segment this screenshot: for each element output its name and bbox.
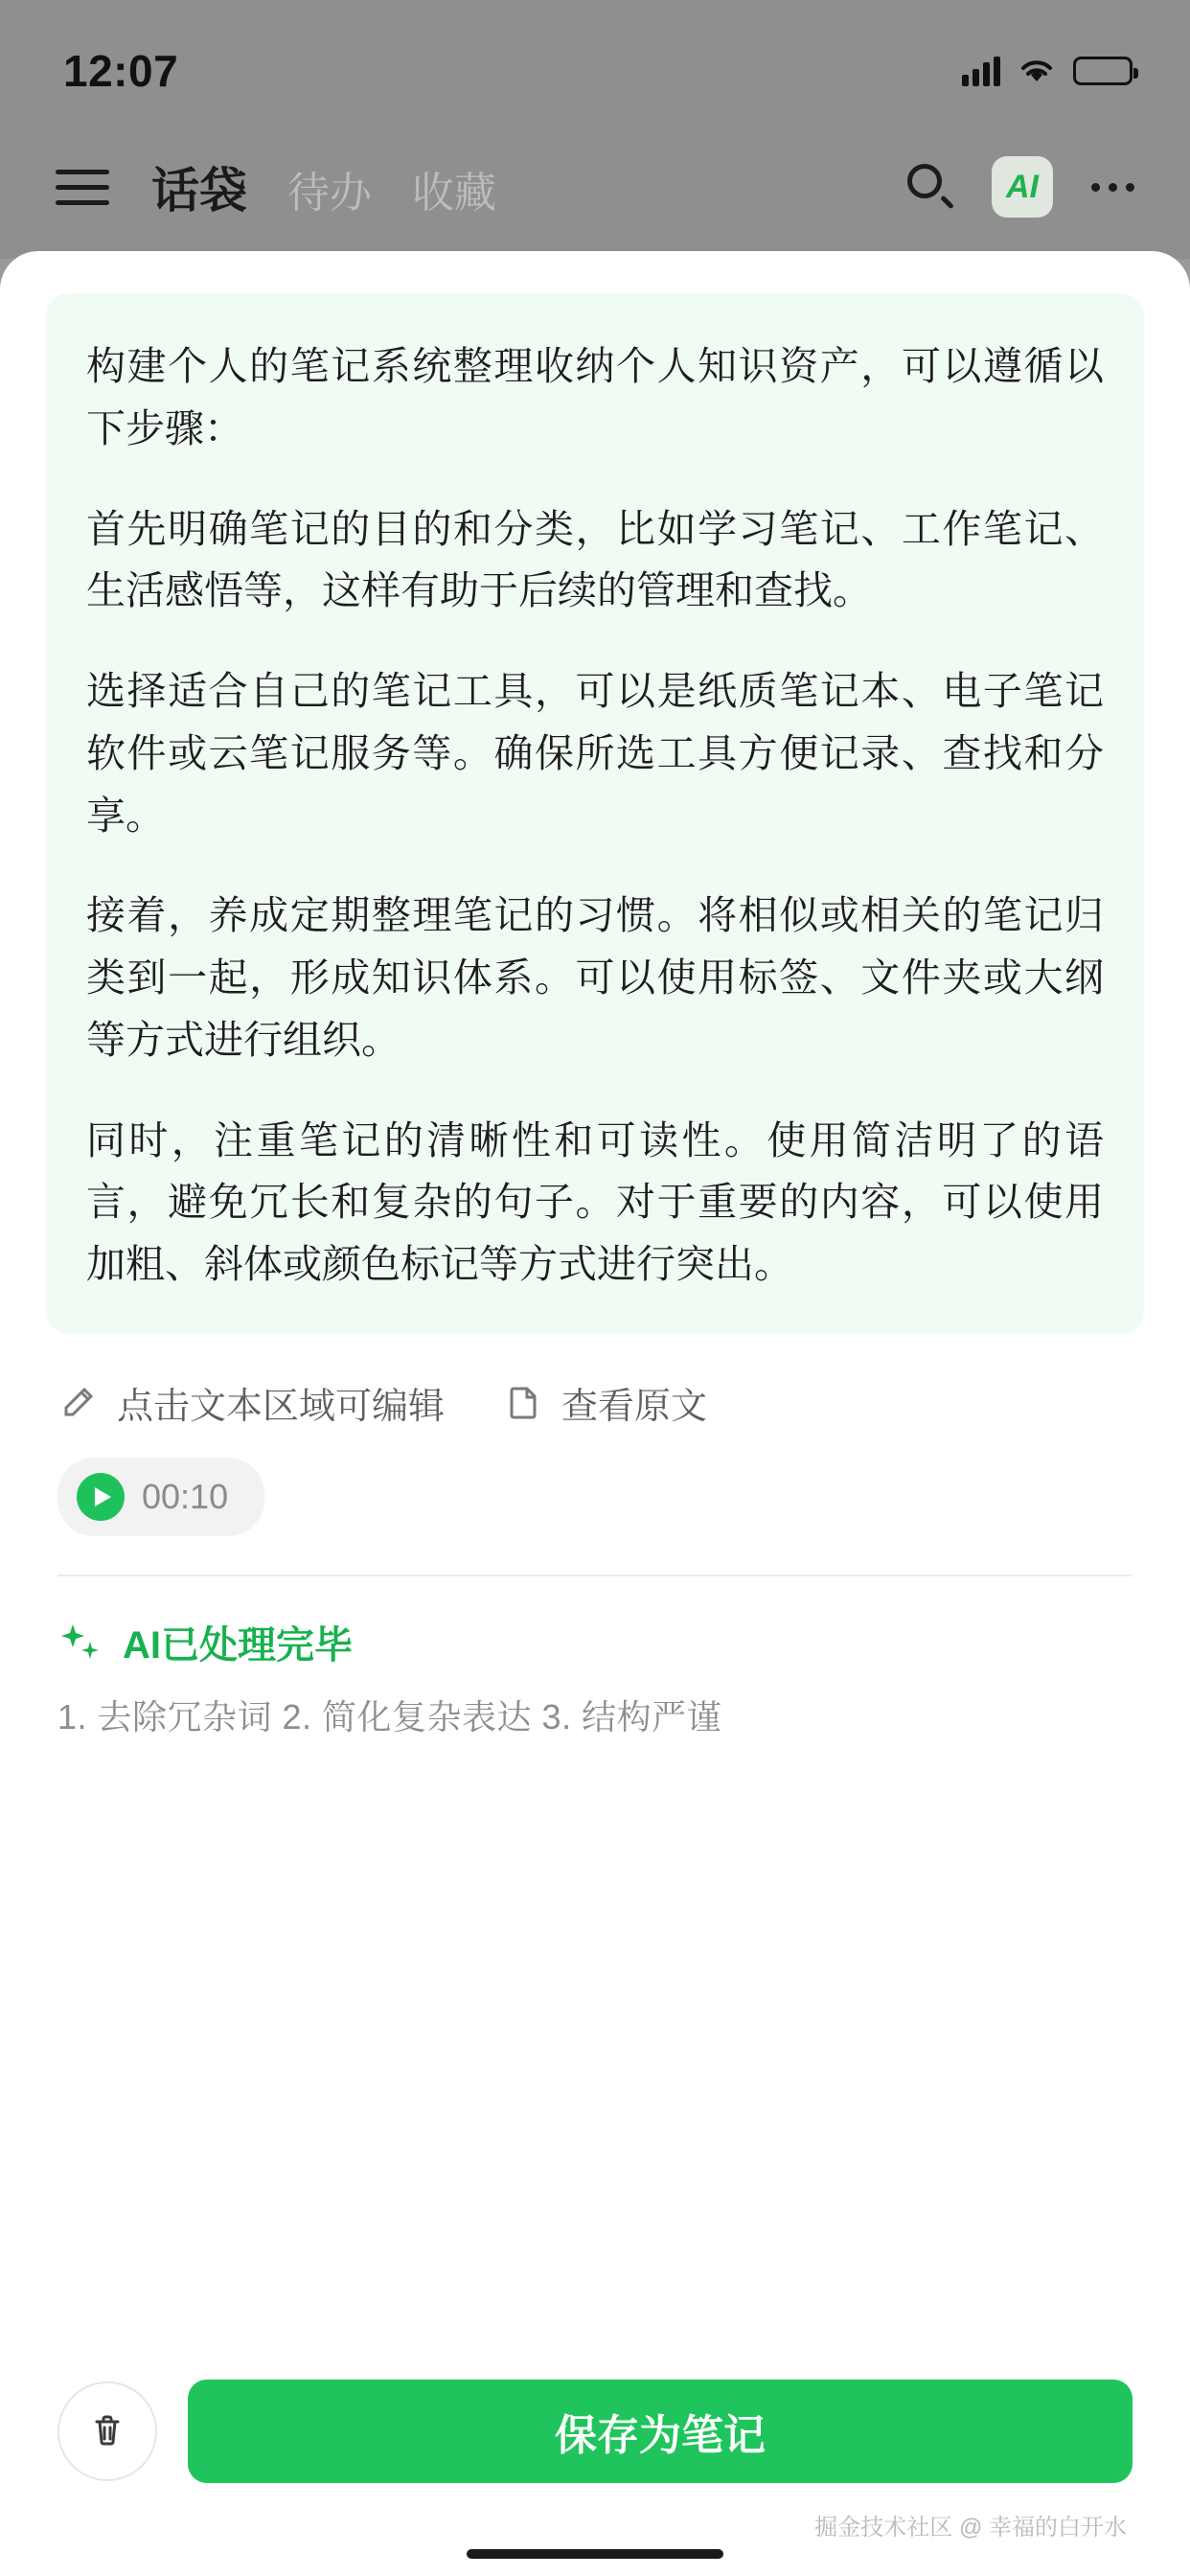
result-paragraph: 接着，养成定期整理笔记的习惯。将相似或相关的笔记归类到一起，形成知识体系。可以使用标签、文件夹或大纲等方式进行组织。 xyxy=(86,893,1104,1062)
audio-player-chip[interactable] xyxy=(57,1458,264,1536)
search-icon[interactable] xyxy=(907,164,953,210)
save-as-note-button[interactable]: 保存为笔记 xyxy=(188,2380,1133,2483)
bottom-action-bar xyxy=(46,2380,1144,2508)
wifi-icon xyxy=(1018,57,1056,85)
background-app xyxy=(0,0,1190,259)
ai-status-title: AI已处理完毕 xyxy=(123,1623,353,1667)
result-sheet xyxy=(0,251,1190,2576)
result-paragraph: 首先明确笔记的目的和分类，比如学习笔记、工作笔记、生活感悟等，这样有助于后续的管理和查找。 xyxy=(86,506,1104,613)
result-paragraph: 选择适合自己的笔记工具，可以是纸质笔记本、电子笔记软件或云笔记服务等。确保所选工具方便记录、查找和分享。 xyxy=(86,669,1104,838)
play-icon[interactable] xyxy=(77,1473,125,1521)
result-paragraph: 构建个人的笔记系统整理收纳个人知识资产，可以遵循以下步骤： xyxy=(86,344,1104,450)
sparkle-icon xyxy=(57,1619,103,1665)
tools-row xyxy=(46,1344,1144,1437)
watermark: 掘金技术社区 @ 幸福的白开水 xyxy=(814,2515,1127,2541)
edit-hint-label: 点击文本区域可编辑 xyxy=(117,1386,446,1427)
more-options-icon[interactable] xyxy=(1091,183,1134,192)
ai-status-row xyxy=(46,1576,1144,1669)
status-indicators xyxy=(962,56,1133,86)
view-source-label: 查看原文 xyxy=(561,1386,708,1427)
trash-icon xyxy=(86,2409,128,2454)
delete-button[interactable] xyxy=(57,2381,157,2481)
result-paragraph: 同时，注重笔记的清晰性和可读性。使用简洁明了的语言，避免冗长和复杂的句子。对于重要的内容，可以使用加粗、斜体或颜色标记等方式进行突出。 xyxy=(86,1117,1104,1287)
tab-favorites[interactable]: 收藏 xyxy=(412,170,496,217)
battery-low-icon xyxy=(1073,57,1133,85)
view-source-button[interactable] xyxy=(502,1376,707,1429)
cellular-signal-icon xyxy=(962,56,1000,86)
document-icon xyxy=(502,1381,544,1423)
status-bar xyxy=(0,0,1190,115)
nav-tabs xyxy=(151,152,907,221)
tab-huadai[interactable]: 话袋 xyxy=(151,164,247,218)
audio-duration: 00:10 xyxy=(142,1476,229,1516)
app-nav-bar xyxy=(0,115,1190,259)
status-time: 12:07 xyxy=(63,46,179,96)
home-indicator xyxy=(46,2549,1144,2576)
ai-status-detail: 1. 去除冗杂词 2. 简化复杂表达 3. 结构严谨 xyxy=(57,1696,722,1736)
ai-badge[interactable]: AI xyxy=(992,156,1053,218)
pencil-edit-icon xyxy=(57,1381,100,1423)
ai-result-text-card[interactable] xyxy=(46,293,1144,1334)
hamburger-menu-icon[interactable] xyxy=(56,170,109,205)
nav-actions xyxy=(907,156,1134,218)
edit-hint-button[interactable] xyxy=(57,1376,445,1429)
tab-todo[interactable]: 待办 xyxy=(287,170,372,217)
